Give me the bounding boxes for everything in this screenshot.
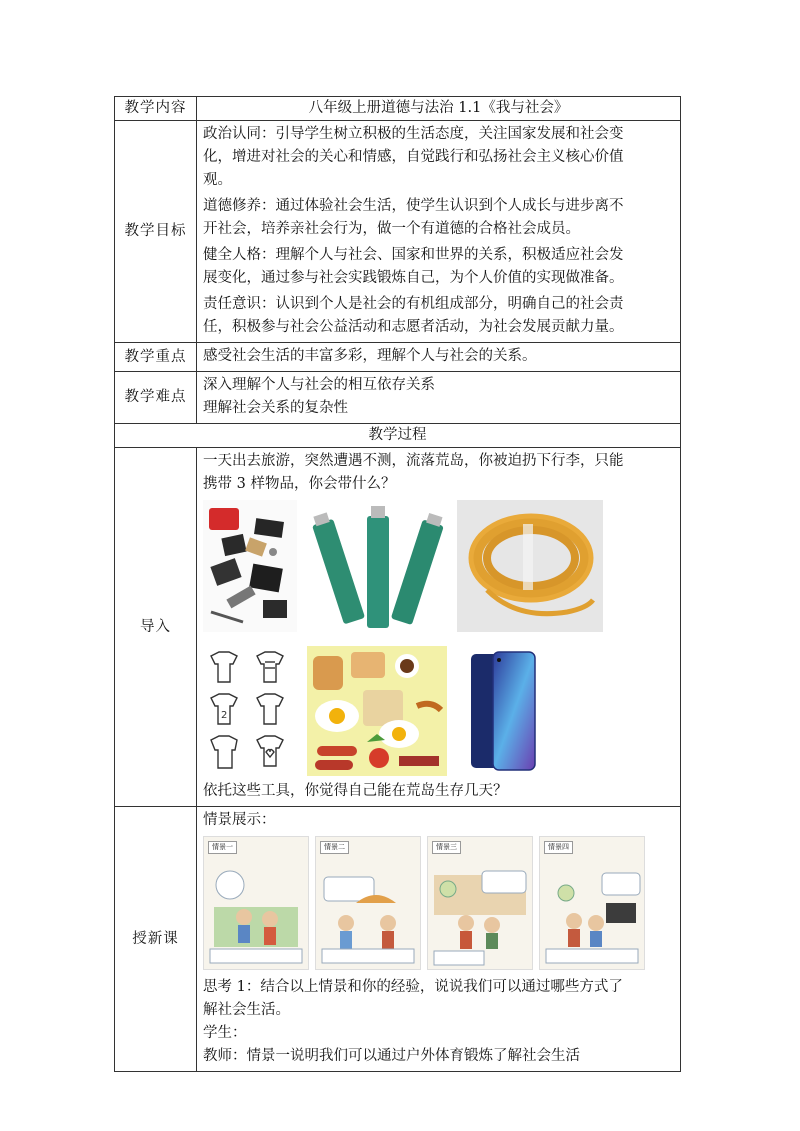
intro-question-line: 一天出去旅游，突然遭遇不测，流落荒岛，你被迫扔下行李，只能 (203, 453, 624, 469)
clothes-image (203, 646, 295, 776)
lesson-plan-table (114, 96, 681, 1072)
label-focus: 教学重点 (115, 343, 197, 372)
goal-responsibility (203, 293, 674, 339)
row-focus (115, 343, 681, 372)
scene-two-drawing (316, 837, 420, 969)
content-value: 八年级上册道德与法治 1.1《我与社会》 (197, 97, 681, 121)
food-image (307, 646, 447, 776)
label-goals: 教学目标 (115, 121, 197, 343)
goal-line: 任，积极参与社会公益活动和志愿者活动，为社会发展贡献力量。 (203, 319, 624, 335)
process-title: 教学过程 (115, 424, 681, 448)
scene-one-illustration (203, 836, 309, 970)
goals-content (197, 121, 681, 343)
scene-illustration-strip (203, 836, 674, 970)
scene-four-illustration (539, 836, 645, 970)
teacher-line: 教师：情景一说明我们可以通过户外体育锻炼了解社会生活 (203, 1048, 580, 1064)
scene-tag: 情景二 (320, 841, 349, 854)
phone-image (459, 646, 555, 776)
goal-line: 政治认同：引导学生树立积极的生活态度，关注国家发展和社会变 (203, 126, 624, 142)
scene-tag: 情景一 (208, 841, 237, 854)
label-content: 教学内容 (115, 97, 197, 121)
item-photos-row-2 (203, 646, 674, 776)
goal-line: 化，增进对社会的关心和情感，自觉践行和弘扬社会主义核心价值 (203, 149, 624, 165)
row-intro (115, 448, 681, 807)
goal-moral (203, 195, 674, 241)
scene-one-drawing (204, 837, 308, 969)
row-difficulty (115, 372, 681, 424)
row-goals (115, 121, 681, 343)
scene-four-drawing (540, 837, 644, 969)
scene-tag: 情景四 (544, 841, 573, 854)
scene-three-illustration (427, 836, 533, 970)
think-question-line: 思考 1：结合以上情景和你的经验，说说我们可以通过哪些方式了 (203, 979, 623, 995)
scene-heading: 情景展示： (203, 812, 276, 828)
goal-line: 观。 (203, 172, 232, 188)
student-line: 学生： (203, 1025, 247, 1041)
goal-line: 健全人格：理解个人与社会、国家和世界的关系，积极适应社会发 (203, 247, 624, 263)
difficulty-line: 深入理解个人与社会的相互依存关系 (203, 377, 435, 393)
intro-content (197, 448, 681, 807)
intro-closing: 依托这些工具，你觉得自己能在荒岛生存几天？ (203, 783, 508, 799)
goal-political (203, 123, 674, 192)
svg-text:2: 2 (221, 710, 228, 721)
lighters-image (309, 500, 445, 632)
goal-line: 责任意识：认识到个人是社会的有机组成部分，明确自己的社会责 (203, 296, 624, 312)
rope-image (457, 500, 603, 632)
survival-kit-image (203, 500, 297, 632)
label-intro: 导入 (115, 448, 197, 807)
scene-two-illustration (315, 836, 421, 970)
goal-line: 道德修养：通过体验社会生活，使学生认识到个人成长与进步离不 (203, 198, 624, 214)
difficulty-content (197, 372, 681, 424)
label-difficulty: 教学难点 (115, 372, 197, 424)
goal-line: 展变化，通过参与社会实践锻炼自己，为个人价值的实现做准备。 (203, 270, 624, 286)
newlesson-content (197, 807, 681, 1072)
row-newlesson (115, 807, 681, 1072)
row-process (115, 424, 681, 448)
scene-tag: 情景三 (432, 841, 461, 854)
item-photos-row-1 (203, 500, 674, 632)
focus-value: 感受社会生活的丰富多彩，理解个人与社会的关系。 (197, 343, 681, 372)
row-content (115, 97, 681, 121)
scene-three-drawing (428, 837, 532, 969)
goal-line: 开社会，培养亲社会行为，做一个有道德的合格社会成员。 (203, 221, 580, 237)
label-newlesson: 授新课 (115, 807, 197, 1072)
goal-personality (203, 244, 674, 290)
difficulty-line: 理解社会关系的复杂性 (203, 400, 348, 416)
intro-question-line: 携带 3 样物品，你会带什么？ (203, 476, 396, 492)
think-question-line: 解社会生活。 (203, 1002, 290, 1018)
